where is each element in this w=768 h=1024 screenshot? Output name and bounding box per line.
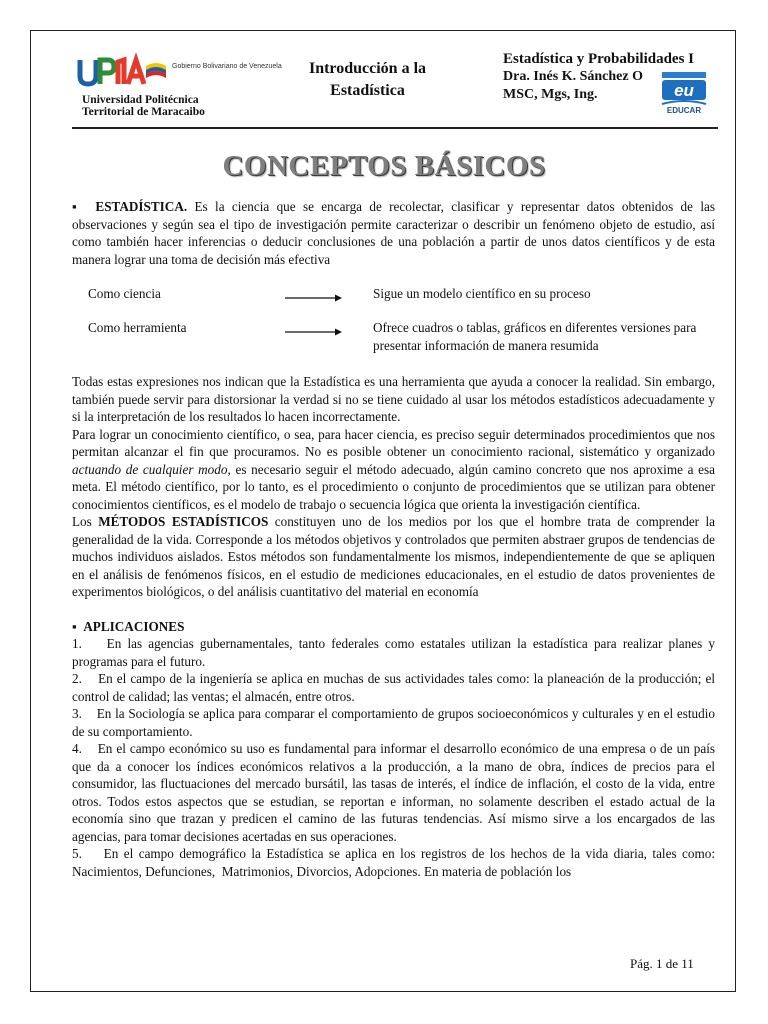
svg-text:eu: eu: [674, 81, 694, 100]
header-rule: [72, 127, 718, 129]
relation-row: [72, 285, 715, 319]
paragraph: Todas estas expresiones nos indican que la Estadística es una herramienta que ayuda a conocer la realidad. Sin embargo, también puede servir para distorsionar la verdad si no se tiene cuidado al usar los métodos estadísticos adecuadamente y si la interpretación de los resultados lo hacen incorrectamente.: [72, 374, 715, 424]
university-name: Universidad Politécnica Territorial de Maracaibo: [82, 94, 205, 118]
relation-row: [72, 319, 715, 373]
list-item: 2. En el campo de la ingeniería se aplica en muchas de sus actividades tales como: la planeación de la producción; el control de calidad; las ventas; el almacén, entre otros.: [72, 671, 719, 704]
relation-right: Ofrece cuadros o tablas, gráficos en diferentes versiones para presentar información de manera resumida: [373, 320, 697, 353]
relation-left: Como herramienta: [88, 320, 187, 335]
list-item: 1. En las agencias gubernamentales, tanto federales como estatales utilizan la estadística para realizar planes y programas para el futuro.: [72, 636, 719, 669]
relation-right: Sigue un modelo científico en su proceso: [373, 286, 591, 301]
list-item: 4. En el campo económico su uso es fundamental para informar el desarrollo económico de una empresa o de un país que da a conocer los índices económicos relativos a la producción, a la mano de obra, índices de precios para el consumidor, las fluctuaciones del mercado bursátil, las tasas de interés, el índice de inflación, el costo de la vida, entre otros. Todos estos aspectos que se estudian, se reportan e informan, no solamente describen el estado actual de la economía sino que trazan y predicen el camino de las futuras tendencias. Así mismo sirve a los encargados de las agencias, para tomar decisiones acertadas en sus operaciones.: [72, 741, 719, 844]
eu-badge-logo: [658, 72, 710, 118]
gov-text: Gobierno Bolivariano de Venezuela: [172, 63, 282, 70]
document-body: [72, 198, 719, 880]
paragraph: Los MÉTODOS ESTADÍSTICOS constituyen uno de los medios por los que el hombre trata de comprender la generalidad de la vida. Corresponde a los métodos objetivos y controlados que permiten abstraer grupos de tendencias de muchos individuos aislados. Estos métodos son fundamentalmente los mismos, independientemente de que se apliquen en el análisis de fenómenos físicos, en el estudio de mediciones educacionales, en el estudio de datos provenientes de experimentos biológicos, o del análisis cuantitativo del material en economía: [72, 514, 716, 599]
section-heading-aplicaciones: ▪ APLICACIONES: [72, 618, 185, 634]
svg-text:EDUCAR: EDUCAR: [666, 106, 702, 115]
list-item: 3. En la Sociología se aplica para comparar el comportamiento de grupos socioeconómicos y culturales y en el estudio de su comportamiento.: [72, 706, 719, 739]
author-name: Dra. Inés K. Sánchez O: [503, 69, 643, 84]
definition-paragraph: ▪ ESTADÍSTICA. Es la ciencia que se encarga de recolectar, clasificar y representar datos obtenidos de las observaciones y según sea el tipo de investigación permite caracterizar o describir un fenómeno objeto de estudio, así como también hacer inferencias o deducir conclusiones de una población a partir de unos datos científicos y de esta manera lograr una toma de decisión más efectiva: [72, 199, 715, 267]
term-estadistica: ESTADÍSTICA.: [95, 199, 188, 214]
arrow-right-icon: [285, 293, 342, 303]
bullet-icon: ▪: [72, 618, 77, 634]
list-item: 5. En el campo demográfico la Estadística se aplica en los registros de los hechos de la vida diaria, tales como: Nacimientos, Defunciones, Matrimonios, Divorcios, Adopciones. En materia de población los: [72, 846, 719, 879]
course-title: Introducción a la Estadística: [308, 60, 427, 99]
page-title: CONCEPTOS BÁSICOS: [222, 150, 546, 182]
page-number: Pág. 1 de 11: [630, 956, 694, 971]
university-logo: [76, 52, 282, 92]
paragraph: Para lograr un conocimiento científico, o sea, para hacer ciencia, es preciso seguir determinados procedimientos que nos permitan alcanzar el fin que procuramos. No es posible obtener un conocimiento racional, sistemático y organizado actuando de cualquier modo, es necesario seguir el método adecuado, algún camino concreto que nos aproxime a esa meta. El método científico, por lo tanto, es el procedimiento o conjunto de procedimientos que se utilizan para obtener conocimientos científicos, es el modelo de trabajo o secuencia lógica que orienta la investigación científica.: [72, 426, 716, 512]
author-credentials: MSC, Mgs, Ing.: [503, 87, 598, 102]
bullet-icon: ▪: [72, 199, 81, 214]
arrow-right-icon: [285, 327, 342, 337]
subject-name: Estadística y Probabilidades I: [503, 51, 695, 67]
relation-left: Como ciencia: [88, 286, 161, 301]
